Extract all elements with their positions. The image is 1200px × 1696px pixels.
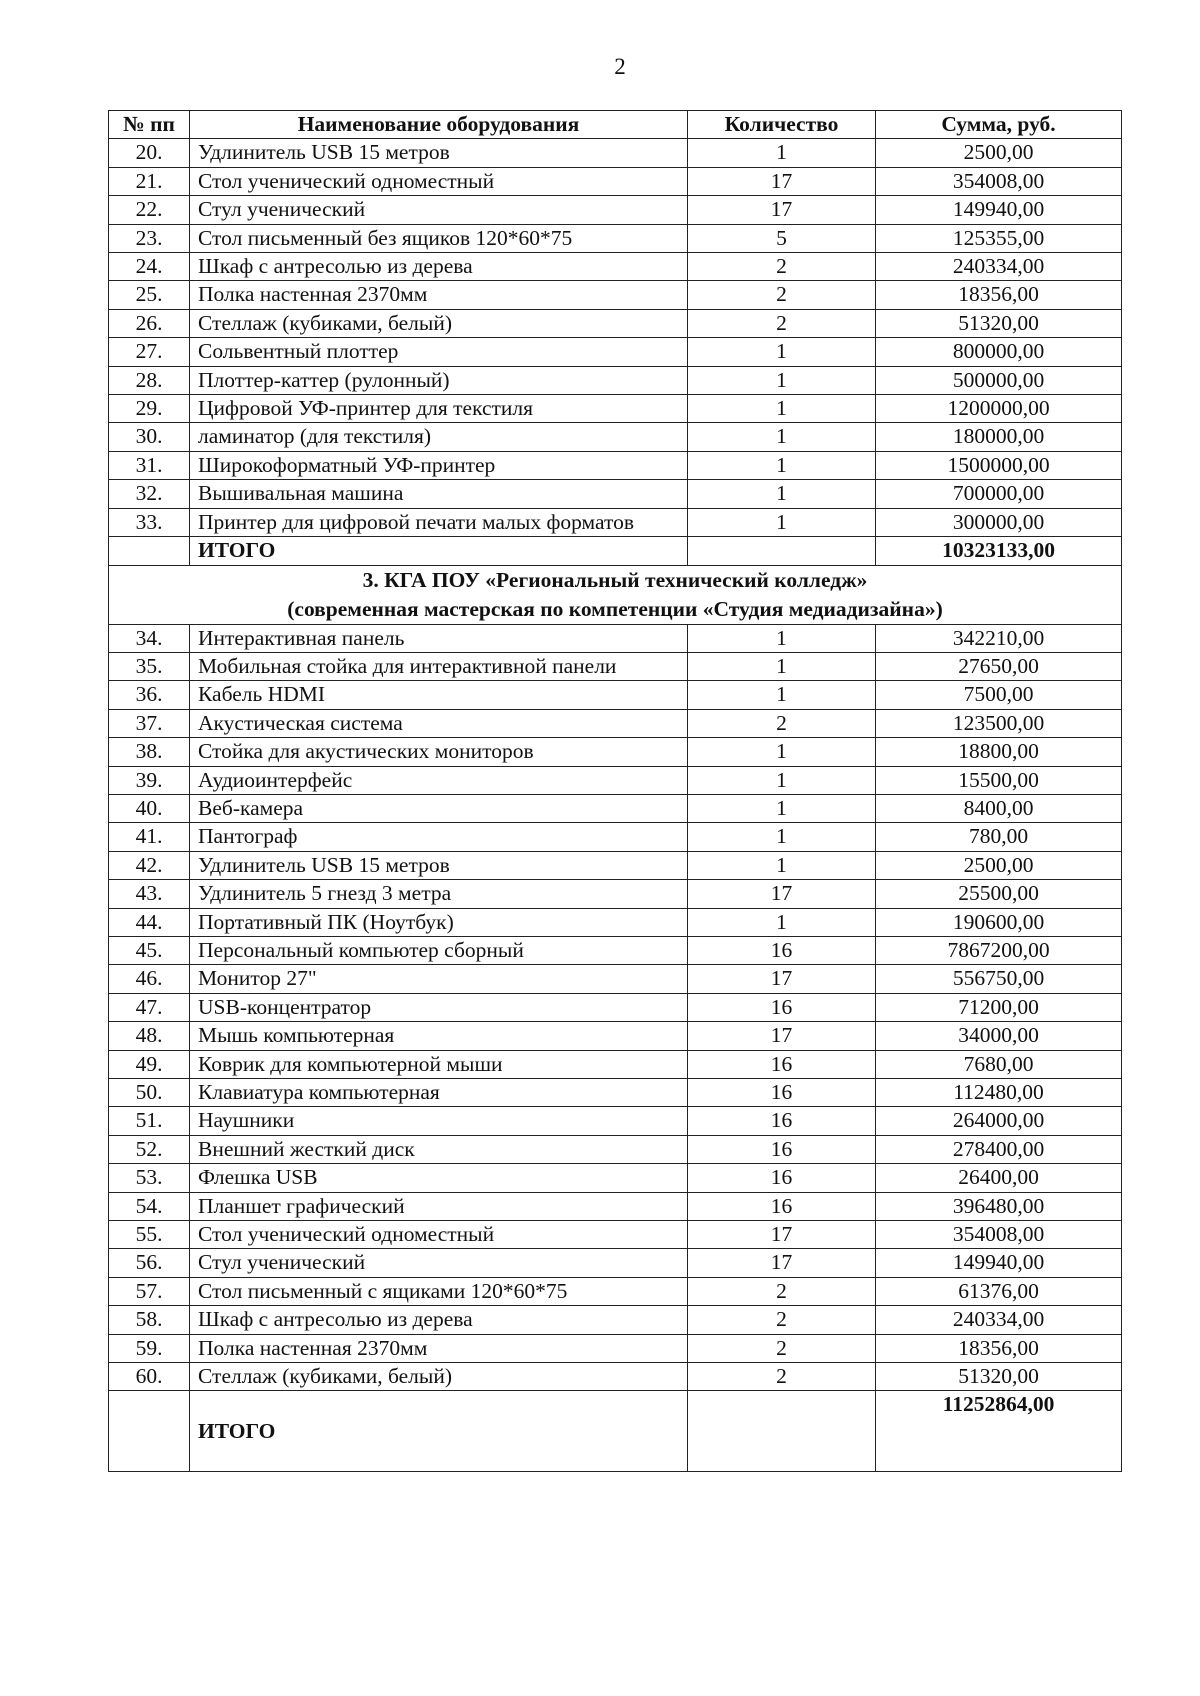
section-heading-row [109, 565, 1122, 624]
row-number: 45. [109, 936, 190, 964]
row-number: 23. [109, 224, 190, 252]
row-number: 56. [109, 1249, 190, 1277]
row-number: 37. [109, 709, 190, 737]
amount: 396480,00 [876, 1192, 1122, 1220]
table-row [109, 309, 1122, 337]
row-number: 49. [109, 1050, 190, 1078]
quantity: 16 [688, 1050, 876, 1078]
total-num-cell [109, 537, 190, 565]
amount: 240334,00 [876, 1306, 1122, 1334]
amount: 112480,00 [876, 1079, 1122, 1107]
quantity: 1 [688, 794, 876, 822]
equipment-name: Портативный ПК (Ноутбук) [190, 908, 688, 936]
equipment-name: Широкоформатный УФ-принтер [190, 451, 688, 479]
equipment-name: Акустическая система [190, 709, 688, 737]
row-number: 32. [109, 480, 190, 508]
table-row [109, 1221, 1122, 1249]
row-number: 41. [109, 823, 190, 851]
final-total-num-cell [109, 1391, 190, 1472]
equipment-name: Вышивальная машина [190, 480, 688, 508]
table-row [109, 508, 1122, 536]
table-row [109, 1135, 1122, 1163]
header-name: Наименование оборудования [190, 111, 688, 139]
row-number: 20. [109, 139, 190, 167]
quantity: 1 [688, 681, 876, 709]
equipment-name: Внешний жесткий диск [190, 1135, 688, 1163]
row-number: 21. [109, 167, 190, 195]
quantity: 2 [688, 309, 876, 337]
quantity: 16 [688, 993, 876, 1021]
table-row [109, 851, 1122, 879]
equipment-name: Стул ученический [190, 196, 688, 224]
row-number: 28. [109, 366, 190, 394]
quantity: 1 [688, 624, 876, 652]
quantity: 17 [688, 880, 876, 908]
quantity: 1 [688, 823, 876, 851]
row-number: 60. [109, 1363, 190, 1391]
amount: 300000,00 [876, 508, 1122, 536]
amount: 7680,00 [876, 1050, 1122, 1078]
amount: 190600,00 [876, 908, 1122, 936]
table-total-1 [109, 537, 1122, 624]
quantity: 16 [688, 1135, 876, 1163]
amount: 27650,00 [876, 652, 1122, 680]
amount: 342210,00 [876, 624, 1122, 652]
table-row [109, 281, 1122, 309]
equipment-name: USB-концентратор [190, 993, 688, 1021]
table-row [109, 167, 1122, 195]
equipment-name: Планшет графический [190, 1192, 688, 1220]
amount: 2500,00 [876, 139, 1122, 167]
amount: 18800,00 [876, 738, 1122, 766]
quantity: 1 [688, 366, 876, 394]
table-row [109, 766, 1122, 794]
table-row [109, 823, 1122, 851]
quantity: 17 [688, 196, 876, 224]
table-row [109, 738, 1122, 766]
equipment-name: Стеллаж (кубиками, белый) [190, 1363, 688, 1391]
table-total-2 [109, 1391, 1122, 1472]
amount: 71200,00 [876, 993, 1122, 1021]
amount: 354008,00 [876, 167, 1122, 195]
equipment-name: Стол ученический одноместный [190, 1221, 688, 1249]
equipment-name: Полка настенная 2370мм [190, 281, 688, 309]
equipment-name: Флешка USB [190, 1164, 688, 1192]
table-row [109, 224, 1122, 252]
row-number: 27. [109, 338, 190, 366]
table-row [109, 1363, 1122, 1391]
row-number: 26. [109, 309, 190, 337]
amount: 18356,00 [876, 1334, 1122, 1362]
page-number: 2 [614, 54, 626, 79]
equipment-name: Мышь компьютерная [190, 1022, 688, 1050]
amount: 125355,00 [876, 224, 1122, 252]
amount: 34000,00 [876, 1022, 1122, 1050]
quantity: 17 [688, 1249, 876, 1277]
equipment-name: Стол письменный без ящиков 120*60*75 [190, 224, 688, 252]
equipment-name: Веб-камера [190, 794, 688, 822]
table-body-part1 [109, 139, 1122, 537]
amount: 240334,00 [876, 253, 1122, 281]
row-number: 33. [109, 508, 190, 536]
header-sum: Сумма, руб. [876, 111, 1122, 139]
equipment-name: Принтер для цифровой печати малых форматов [190, 508, 688, 536]
amount: 51320,00 [876, 309, 1122, 337]
row-number: 25. [109, 281, 190, 309]
amount: 354008,00 [876, 1221, 1122, 1249]
equipment-name: Удлинитель USB 15 метров [190, 851, 688, 879]
row-number: 34. [109, 624, 190, 652]
equipment-name: Мобильная стойка для интерактивной панели [190, 652, 688, 680]
table-row [109, 1249, 1122, 1277]
table-row [109, 1334, 1122, 1362]
quantity: 2 [688, 253, 876, 281]
row-number: 29. [109, 395, 190, 423]
quantity: 17 [688, 167, 876, 195]
row-number: 54. [109, 1192, 190, 1220]
quantity: 2 [688, 1334, 876, 1362]
equipment-name: Шкаф с антресолью из дерева [190, 1306, 688, 1334]
table-row [109, 480, 1122, 508]
equipment-name: Стул ученический [190, 1249, 688, 1277]
table-row [109, 139, 1122, 167]
equipment-name: Интерактивная панель [190, 624, 688, 652]
quantity: 2 [688, 281, 876, 309]
row-number: 52. [109, 1135, 190, 1163]
quantity: 16 [688, 936, 876, 964]
quantity: 2 [688, 709, 876, 737]
equipment-name: Удлинитель 5 гнезд 3 метра [190, 880, 688, 908]
row-number: 58. [109, 1306, 190, 1334]
quantity: 17 [688, 1022, 876, 1050]
table-row [109, 1079, 1122, 1107]
table-body-part2 [109, 624, 1122, 1391]
row-number: 43. [109, 880, 190, 908]
amount: 1200000,00 [876, 395, 1122, 423]
quantity: 16 [688, 1107, 876, 1135]
row-number: 50. [109, 1079, 190, 1107]
table-row [109, 1107, 1122, 1135]
total-label: ИТОГО [190, 537, 688, 565]
quantity: 1 [688, 508, 876, 536]
table-row [109, 681, 1122, 709]
row-number: 47. [109, 993, 190, 1021]
table-row [109, 936, 1122, 964]
quantity: 2 [688, 1363, 876, 1391]
row-number: 38. [109, 738, 190, 766]
table-row [109, 338, 1122, 366]
table-row [109, 965, 1122, 993]
equipment-name: Плоттер-каттер (рулонный) [190, 366, 688, 394]
amount: 7867200,00 [876, 936, 1122, 964]
quantity: 1 [688, 423, 876, 451]
table-row [109, 1050, 1122, 1078]
row-number: 53. [109, 1164, 190, 1192]
quantity: 1 [688, 338, 876, 366]
row-number: 39. [109, 766, 190, 794]
row-number: 46. [109, 965, 190, 993]
amount: 149940,00 [876, 196, 1122, 224]
row-number: 51. [109, 1107, 190, 1135]
row-number: 35. [109, 652, 190, 680]
final-total-row [109, 1391, 1122, 1472]
table-row [109, 1306, 1122, 1334]
section-heading [109, 565, 1122, 624]
header-num: № пп [109, 111, 190, 139]
amount: 500000,00 [876, 366, 1122, 394]
table-row [109, 652, 1122, 680]
table-row [109, 196, 1122, 224]
quantity: 1 [688, 738, 876, 766]
quantity: 1 [688, 851, 876, 879]
table-row [109, 1164, 1122, 1192]
quantity: 1 [688, 908, 876, 936]
equipment-name: Полка настенная 2370мм [190, 1334, 688, 1362]
row-number: 22. [109, 196, 190, 224]
final-total-qty-cell [688, 1391, 876, 1472]
amount: 278400,00 [876, 1135, 1122, 1163]
amount: 700000,00 [876, 480, 1122, 508]
total-qty-cell [688, 537, 876, 565]
quantity: 1 [688, 451, 876, 479]
table-header-row [109, 111, 1122, 139]
quantity: 16 [688, 1079, 876, 1107]
quantity: 1 [688, 480, 876, 508]
amount: 264000,00 [876, 1107, 1122, 1135]
table-row [109, 253, 1122, 281]
amount: 149940,00 [876, 1249, 1122, 1277]
final-total-sum: 11252864,00 [876, 1391, 1122, 1472]
table-row [109, 423, 1122, 451]
amount: 51320,00 [876, 1363, 1122, 1391]
section-title: 3. КГА ПОУ «Региональный технический колледж» [362, 567, 868, 592]
header-qty: Количество [688, 111, 876, 139]
row-number: 36. [109, 681, 190, 709]
quantity: 1 [688, 766, 876, 794]
equipment-name: Удлинитель USB 15 метров [190, 139, 688, 167]
quantity: 5 [688, 224, 876, 252]
quantity: 16 [688, 1192, 876, 1220]
row-number: 40. [109, 794, 190, 822]
amount: 18356,00 [876, 281, 1122, 309]
equipment-name: Стойка для акустических мониторов [190, 738, 688, 766]
row-number: 55. [109, 1221, 190, 1249]
amount: 1500000,00 [876, 451, 1122, 479]
table-row [109, 624, 1122, 652]
row-number: 48. [109, 1022, 190, 1050]
row-number: 30. [109, 423, 190, 451]
amount: 26400,00 [876, 1164, 1122, 1192]
equipment-name: Кабель HDMI [190, 681, 688, 709]
table-row [109, 451, 1122, 479]
table-row [109, 1022, 1122, 1050]
row-number: 57. [109, 1277, 190, 1305]
equipment-table [108, 110, 1122, 1472]
amount: 780,00 [876, 823, 1122, 851]
amount: 556750,00 [876, 965, 1122, 993]
equipment-name: Стол письменный с ящиками 120*60*75 [190, 1277, 688, 1305]
table-row [109, 395, 1122, 423]
quantity: 1 [688, 652, 876, 680]
equipment-name: Сольвентный плоттер [190, 338, 688, 366]
total-sum: 10323133,00 [876, 537, 1122, 565]
equipment-name: Шкаф с антресолью из дерева [190, 253, 688, 281]
amount: 800000,00 [876, 338, 1122, 366]
row-number: 31. [109, 451, 190, 479]
amount: 123500,00 [876, 709, 1122, 737]
equipment-name: Стол ученический одноместный [190, 167, 688, 195]
row-number: 59. [109, 1334, 190, 1362]
row-number: 44. [109, 908, 190, 936]
quantity: 1 [688, 139, 876, 167]
table-row [109, 1277, 1122, 1305]
equipment-name: Персональный компьютер сборный [190, 936, 688, 964]
equipment-name: Наушники [190, 1107, 688, 1135]
quantity: 17 [688, 1221, 876, 1249]
table-row [109, 366, 1122, 394]
equipment-name: Монитор 27" [190, 965, 688, 993]
final-total-label: ИТОГО [190, 1391, 688, 1472]
amount: 61376,00 [876, 1277, 1122, 1305]
amount: 15500,00 [876, 766, 1122, 794]
equipment-name: Клавиатура компьютерная [190, 1079, 688, 1107]
quantity: 16 [688, 1164, 876, 1192]
table-row [109, 709, 1122, 737]
section-subtitle: (современная мастерская по компетенции «Студия медиадизайна») [287, 596, 943, 621]
amount: 8400,00 [876, 794, 1122, 822]
table-row [109, 1192, 1122, 1220]
equipment-name: Пантограф [190, 823, 688, 851]
table-row [109, 993, 1122, 1021]
amount: 25500,00 [876, 880, 1122, 908]
amount: 2500,00 [876, 851, 1122, 879]
table-row [109, 908, 1122, 936]
amount: 7500,00 [876, 681, 1122, 709]
quantity: 1 [688, 395, 876, 423]
table-row [109, 794, 1122, 822]
quantity: 17 [688, 965, 876, 993]
amount: 180000,00 [876, 423, 1122, 451]
equipment-name: Коврик для компьютерной мыши [190, 1050, 688, 1078]
equipment-name: ламинатор (для текстиля) [190, 423, 688, 451]
total-row [109, 537, 1122, 565]
equipment-name: Стеллаж (кубиками, белый) [190, 309, 688, 337]
equipment-name: Цифровой УФ-принтер для текстиля [190, 395, 688, 423]
quantity: 2 [688, 1306, 876, 1334]
row-number: 24. [109, 253, 190, 281]
row-number: 42. [109, 851, 190, 879]
table-row [109, 880, 1122, 908]
equipment-name: Аудиоинтерфейс [190, 766, 688, 794]
quantity: 2 [688, 1277, 876, 1305]
